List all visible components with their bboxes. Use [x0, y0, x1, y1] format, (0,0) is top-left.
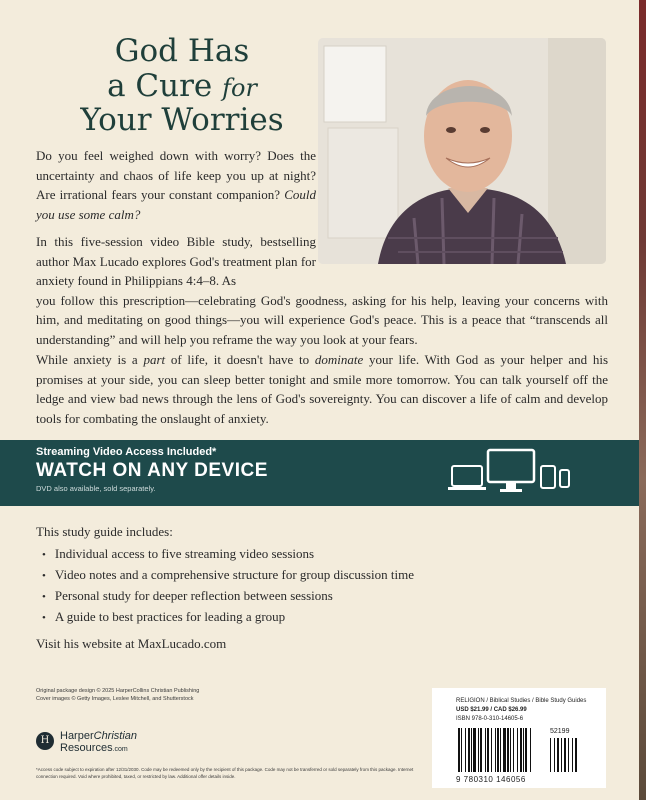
list-item: • Personal study for deeper reflection between sessions [42, 586, 414, 607]
publisher-mark-icon: H [36, 732, 54, 750]
logo-com: .com [112, 746, 128, 753]
design-credits [36, 687, 236, 703]
logo-line-1 [60, 730, 137, 742]
logo-christian: Christian [93, 730, 138, 742]
intro-text: Do you feel weighed down with worry? Does the uncertainty and chaos of life keep you up at night? Are irrational fears your constant companion? [36, 148, 316, 202]
cover-edge-strip [639, 0, 646, 800]
anxiety-text-a: While anxiety is a [36, 352, 144, 367]
includes-title: This study guide includes: [36, 524, 173, 539]
logo-resources: Resources [60, 742, 113, 754]
website-text: Visit his website at MaxLucado.com [36, 636, 227, 651]
ean-digits: 9 780310 146056 [456, 775, 526, 784]
streaming-banner [0, 440, 639, 506]
intro-paragraph [36, 146, 316, 224]
banner-streaming-label: Streaming Video Access Included* [36, 446, 217, 458]
publisher-logo [36, 730, 166, 758]
list-item: • A guide to best practices for leading a group [42, 607, 414, 628]
banner-dvd-note: DVD also available, sold separately. [36, 484, 156, 493]
headline-line-1: God Has [114, 33, 250, 69]
headline-line-2a: a Cure [107, 67, 223, 104]
author-photo [318, 38, 606, 264]
anxiety-text-e: your life. With God as your helper and his promises at your side, you can sleep better tonight and smile more tomorrow. You can talk yourself off the ledge and view bad news through the lens of God's sovereignty. You can discover a life of calm and develop tools for combating the onslaught of anxiety. [36, 352, 609, 426]
credits-line-1: Original package design © 2025 HarperCollins Christian Publishing [36, 688, 200, 694]
devices-icon [448, 448, 578, 500]
study-description-paragraph [36, 232, 608, 349]
anxiety-paragraph [36, 350, 608, 428]
bisac-category: RELIGION / Biblical Studies / Bible Study Guides [456, 698, 587, 704]
barcode-box [432, 688, 606, 788]
barcode-icon [458, 728, 598, 774]
fine-print: *Access code subject to expiration after 12/31/2030. Code may be redeemed only by the recipient of this package. Code may not be transferred or sold separately from this package. Internet connection required. Void where prohibited, taxed, or restricted by law. Additional offer details inside. [36, 767, 414, 779]
price-code: 52199 [550, 728, 570, 735]
headline-line-2 [62, 69, 302, 104]
author-portrait-illustration [318, 38, 606, 264]
headline-line-3: Your Worries [80, 102, 284, 139]
logo-line-2 [60, 742, 128, 754]
anxiety-text-c: of life, it doesn't have to [165, 352, 315, 367]
anxiety-text-d: dominate [314, 352, 364, 367]
list-item: • Video notes and a comprehensive structure for group discussion time [42, 565, 414, 586]
credits-line-2: Cover images © Getty Images, Leslee Mitchell, and Shutterstock [36, 696, 194, 702]
logo-harper: Harper [60, 730, 94, 742]
isbn-line: ISBN 978-0-310-14605-6 [456, 716, 524, 722]
study-description-narrow: In this five-session video Bible study, bestselling author Max Lucado explores God's treatment plan for anxiety found in Philippians 4:4–8. As [36, 234, 316, 288]
headline [62, 34, 302, 138]
banner-watch-title: WATCH ON ANY DEVICE [36, 460, 268, 481]
list-item: • Individual access to five streaming video sessions [42, 544, 414, 565]
includes-list [42, 544, 414, 628]
headline-line-2b: for [222, 73, 257, 102]
study-description-wide: you follow this prescription—celebrating God's goodness, asking for his help, leaving your concerns with him, and meditating on good things—you will experience God's peace. This is a peace that “transcends all understanding” and will help you reframe the way you look at your fears. [36, 292, 608, 347]
intro-italic: Could you use some calm? [36, 187, 316, 222]
anxiety-text-b: part [143, 352, 166, 367]
price-line: USD $21.99 / CAD $26.99 [456, 707, 527, 713]
